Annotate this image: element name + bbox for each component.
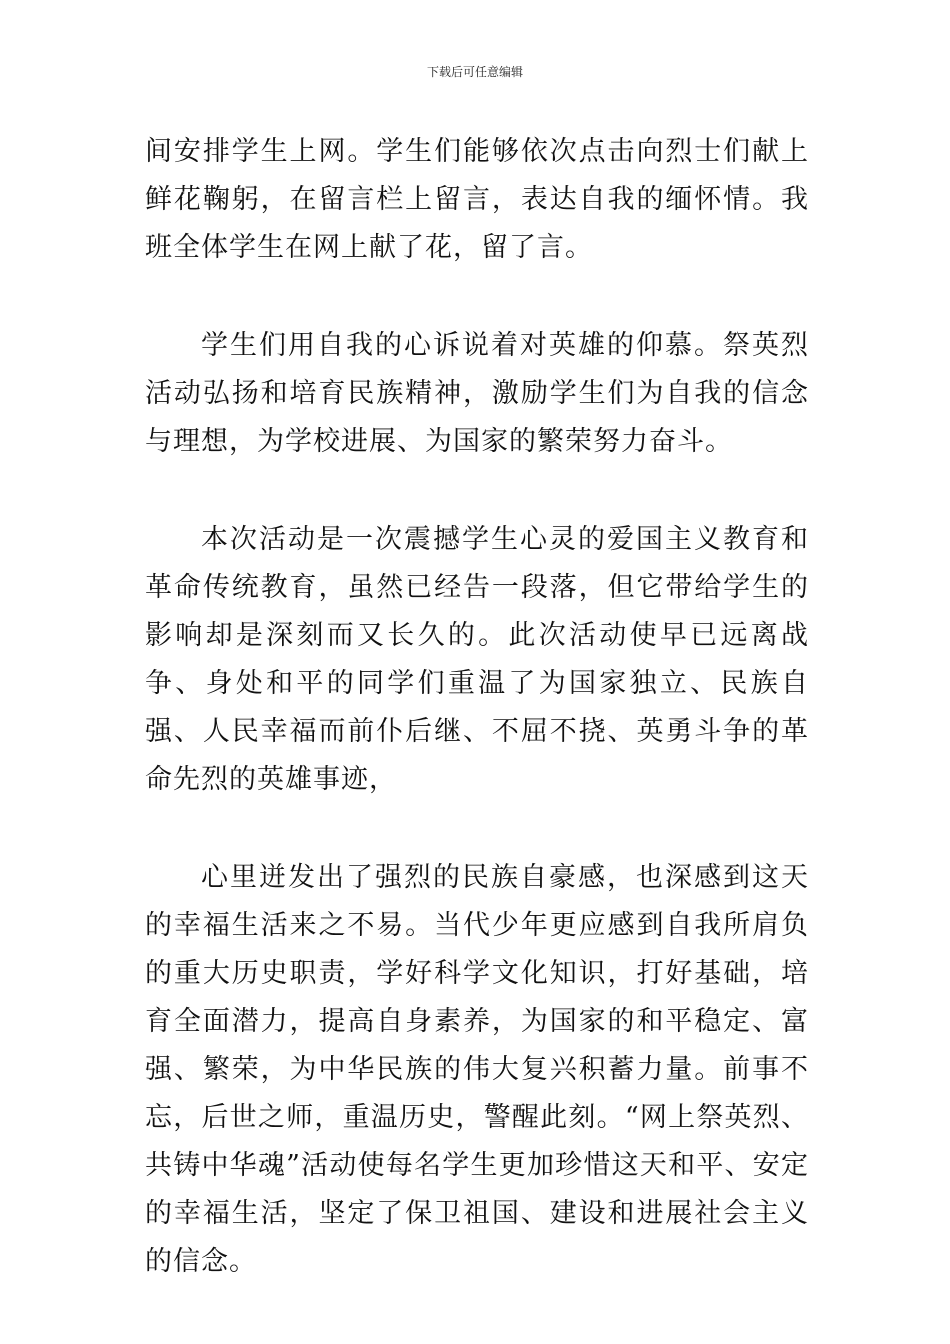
paragraph-2: 学生们用自我的心诉说着对英雄的仰慕。祭英烈活动弘扬和培育民族精神，激励学生们为自我的信念与理想，为学校进展、为国家的繁荣努力奋斗。	[145, 330, 809, 457]
paragraph-1: 间安排学生上网。学生们能够依次点击向烈士们献上鲜花鞠躬，在留言栏上留言，表达自我的缅怀情。我班全体学生在网上献了花，留了言。	[145, 136, 809, 263]
paragraph-3: 本次活动是一次震撼学生心灵的爱国主义教育和革命传统教育，虽然已经告一段落，但它带给学生的影响却是深刻而又长久的。此次活动使早已远离战争、身处和平的同学们重温了为国家独立、民族自强、人民幸福而前仆后继、不屈不挠、英勇斗争的革命先烈的英雄事迹，	[145, 524, 809, 795]
page-header-note: 下载后可任意编辑	[426, 65, 523, 79]
paragraph-4: 心里迸发出了强烈的民族自豪感，也深感到这天的幸福生活来之不易。当代少年更应感到自我所肩负的重大历史职责，学好科学文化知识，打好基础，培育全面潜力，提高自身素养，为国家的和平稳定、富强、繁荣，为中华民族的伟大复兴积蓄力量。前事不忘，后世之师，重温历史，警醒此刻。“网上祭英烈、共铸中华魂”活动使每名学生更加珍惜这天和平、安定的幸福生活，坚定了保卫祖国、建设和进展社会主义的信念。	[145, 862, 809, 1277]
document-body	[145, 128, 809, 1286]
